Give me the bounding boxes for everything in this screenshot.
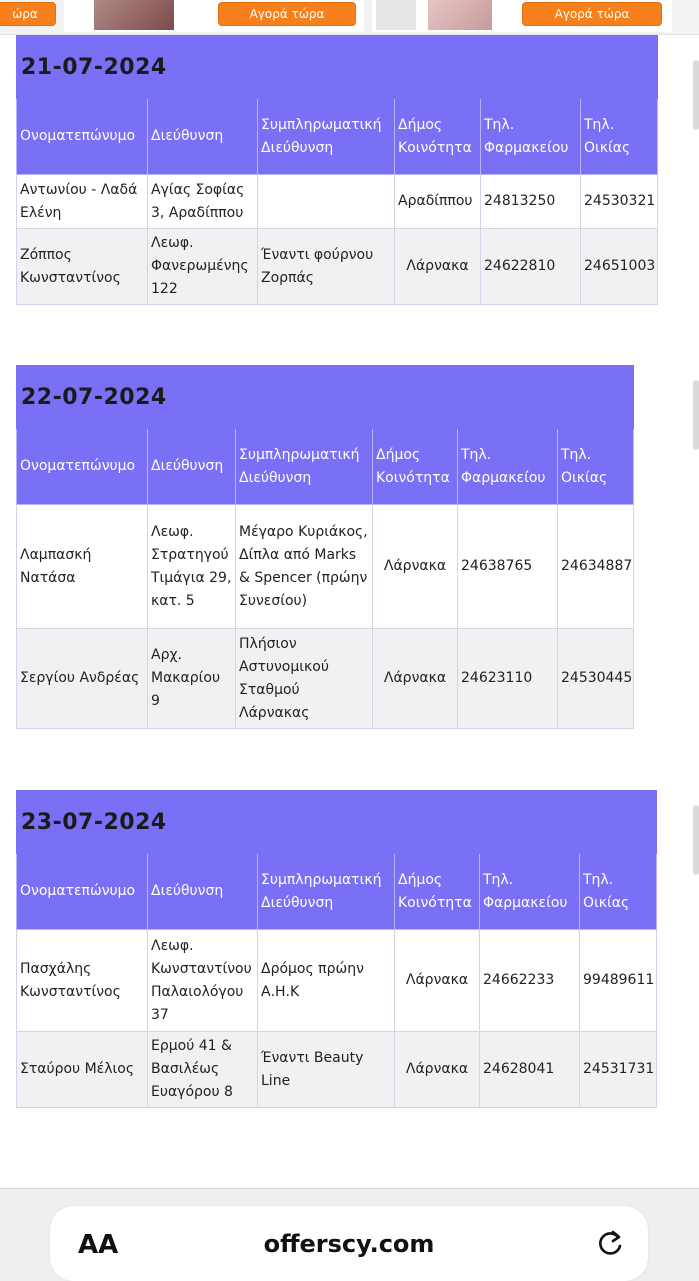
home-phone[interactable]: 99489611 — [580, 930, 657, 1032]
column-header-municipality: Δήμος Κοινότητα — [373, 429, 458, 505]
municipality: Αραδίππου — [395, 175, 481, 229]
pharmacist-name: Σταύρου Μέλιος — [17, 1032, 148, 1108]
home-phone[interactable]: 24530445 — [558, 629, 634, 729]
column-header-pharmacy-phone: Τηλ. Φαρμακείου — [481, 99, 581, 175]
address: Αγίας Σοφίας 3, Αραδίππου — [148, 175, 258, 229]
column-header-address: Διεύθυνση — [148, 429, 236, 505]
pharmacy-schedule-table — [16, 365, 634, 729]
url-text[interactable]: offerscy.com — [263, 1230, 435, 1258]
extra-address: Έναντι Beauty Line — [258, 1032, 395, 1108]
table-row — [17, 930, 657, 1032]
table-row — [17, 229, 658, 305]
pharmacy-phone[interactable]: 24813250 — [481, 175, 581, 229]
column-header-name: Ονοματεπώνυμο — [17, 854, 148, 930]
pharmacy-schedule-table — [16, 790, 657, 1108]
column-header-name: Ονοματεπώνυμο — [17, 99, 148, 175]
address: Ερμού 41 & Βασιλέως Ευαγόρου 8 — [148, 1032, 258, 1108]
buy-now-button[interactable]: Αγορά τώρα — [218, 2, 356, 26]
municipality: Λάρνακα — [395, 229, 481, 305]
schedule-date: 21-07-2024 — [17, 36, 658, 99]
home-phone[interactable]: 24531731 — [580, 1032, 657, 1108]
scroll-indicator — [693, 60, 699, 130]
pharmacist-name: Λαμπασκή Νατάσα — [17, 505, 148, 629]
municipality: Λάρνακα — [395, 1032, 480, 1108]
ad-strip — [0, 0, 699, 35]
extra-address — [258, 175, 395, 229]
column-header-home-phone: Τηλ. Οικίας — [558, 429, 634, 505]
product-thumbnail[interactable] — [428, 0, 492, 30]
extra-address: Δρόμος πρώην Α.Η.Κ — [258, 930, 395, 1032]
column-header-name: Ονοματεπώνυμο — [17, 429, 148, 505]
pharmacist-name: Αντωνίου - Λαδά Ελένη — [17, 175, 148, 229]
extra-address: Μέγαρο Κυριάκος, Δίπλα από Marks & Spencer (πρώην Συνεσίου) — [236, 505, 373, 629]
product-thumbnail[interactable] — [94, 0, 174, 30]
municipality: Λάρνακα — [373, 505, 458, 629]
address: Λεωφ. Στρατηγού Τιμάγια 29, κατ. 5 — [148, 505, 236, 629]
home-phone[interactable]: 24530321 — [581, 175, 658, 229]
address: Λεωφ. Φανερωμένης 122 — [148, 229, 258, 305]
column-header-pharmacy-phone: Τηλ. Φαρμακείου — [480, 854, 580, 930]
column-header-extra-address: Συμπληρωματική Διεύθυνση — [258, 99, 395, 175]
extra-address: Πλήσιον Αστυνομικού Σταθμού Λάρνακας — [236, 629, 373, 729]
buy-now-button-partial[interactable]: ώρα — [0, 2, 56, 26]
table-row — [17, 505, 634, 629]
table-row — [17, 1032, 657, 1108]
home-phone[interactable]: 24634887 — [558, 505, 634, 629]
pharmacy-schedule-table — [16, 35, 658, 305]
ad-card[interactable] — [64, 0, 364, 32]
pharmacist-name: Σεργίου Ανδρέας — [17, 629, 148, 729]
municipality: Λάρνακα — [395, 930, 480, 1032]
table-row — [17, 175, 658, 229]
browser-bottom-bar — [0, 1188, 699, 1281]
ad-card[interactable] — [372, 0, 672, 32]
scroll-indicator — [693, 805, 699, 875]
column-header-home-phone: Τηλ. Οικίας — [581, 99, 658, 175]
schedule-date: 23-07-2024 — [17, 791, 657, 854]
address-bar[interactable] — [50, 1206, 648, 1281]
municipality: Λάρνακα — [373, 629, 458, 729]
extra-address: Έναντι φούρνου Ζορπάς — [258, 229, 395, 305]
column-header-home-phone: Τηλ. Οικίας — [580, 854, 657, 930]
pharmacy-phone[interactable]: 24623110 — [458, 629, 558, 729]
address: Λεωφ. Κωνσταντίνου Παλαιολόγου 37 — [148, 930, 258, 1032]
scroll-indicator — [693, 380, 699, 450]
column-header-municipality: Δήμος Κοινότητα — [395, 854, 480, 930]
pharmacy-phone[interactable]: 24662233 — [480, 930, 580, 1032]
product-thumbnail[interactable] — [376, 0, 416, 30]
schedule-date: 22-07-2024 — [17, 366, 634, 429]
reload-icon[interactable] — [594, 1228, 626, 1260]
column-header-municipality: Δήμος Κοινότητα — [395, 99, 481, 175]
pharmacist-name: Πασχάλης Κωνσταντίνος — [17, 930, 148, 1032]
column-header-extra-address: Συμπληρωματική Διεύθυνση — [236, 429, 373, 505]
table-row — [17, 629, 634, 729]
pharmacist-name: Ζόππος Κωνσταντίνος — [17, 229, 148, 305]
column-header-pharmacy-phone: Τηλ. Φαρμακείου — [458, 429, 558, 505]
pharmacy-phone[interactable]: 24622810 — [481, 229, 581, 305]
text-size-button[interactable]: AA — [78, 1230, 119, 1260]
column-header-address: Διεύθυνση — [148, 854, 258, 930]
home-phone[interactable]: 24651003 — [581, 229, 658, 305]
buy-now-button[interactable]: Αγορά τώρα — [522, 2, 662, 26]
address: Αρχ. Μακαρίου 9 — [148, 629, 236, 729]
pharmacy-phone[interactable]: 24638765 — [458, 505, 558, 629]
column-header-address: Διεύθυνση — [148, 99, 258, 175]
column-header-extra-address: Συμπληρωματική Διεύθυνση — [258, 854, 395, 930]
pharmacy-phone[interactable]: 24628041 — [480, 1032, 580, 1108]
